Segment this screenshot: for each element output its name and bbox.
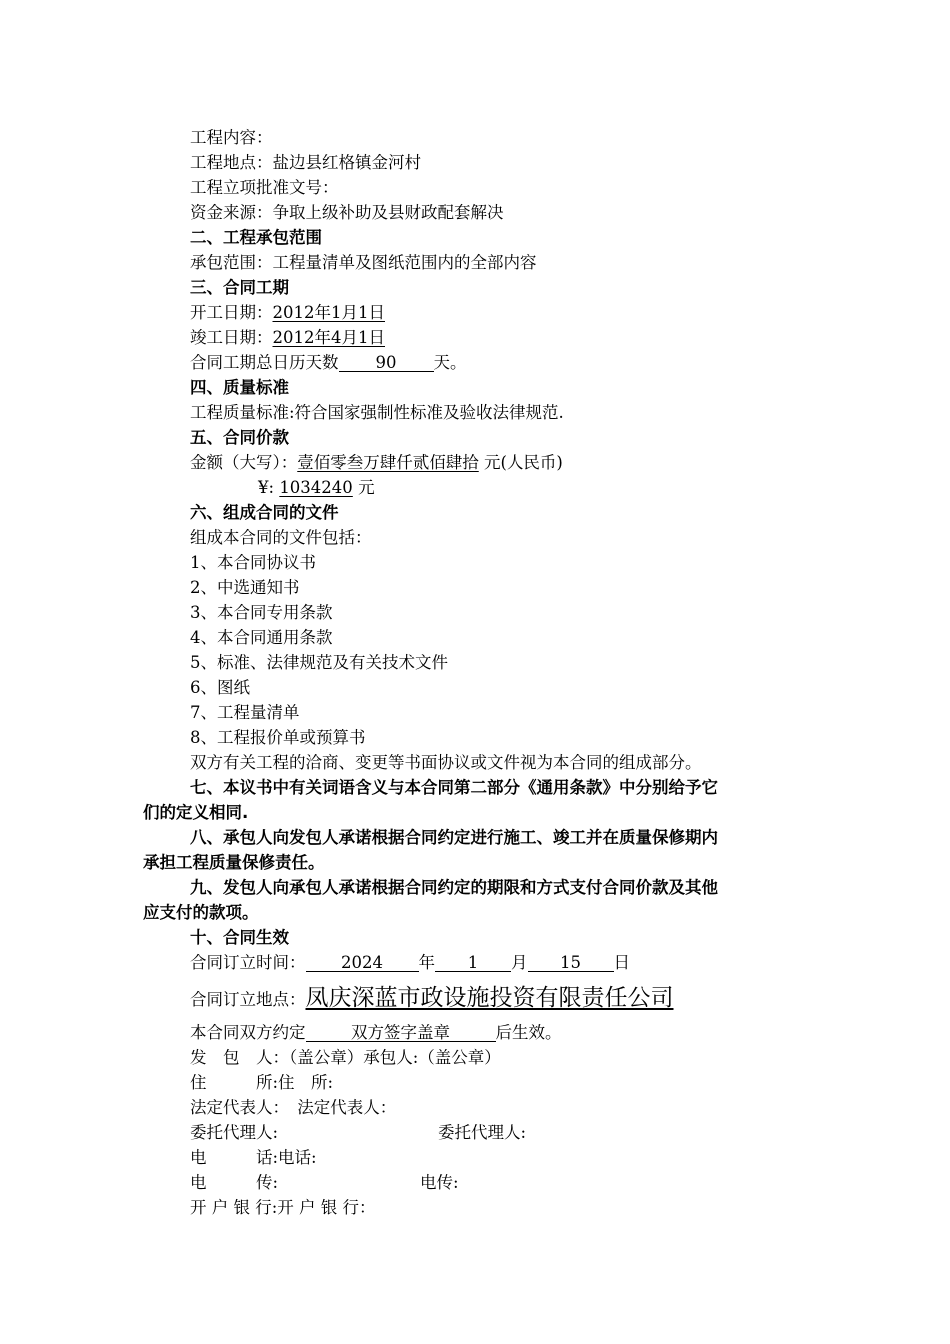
duration-unit: 天。 xyxy=(433,353,467,372)
project-content-label: 工程内容： xyxy=(190,128,273,147)
end-date-line xyxy=(190,325,385,350)
effective-condition: 双方签字盖章 xyxy=(306,1022,496,1042)
document-item: 8、工程报价单或预算书 xyxy=(190,728,366,747)
start-date-line xyxy=(190,300,385,325)
quality-standard: 工程质量标准:符合国家强制性标准及验收法律规范. xyxy=(190,403,564,422)
month-unit: 月 xyxy=(511,953,528,972)
year-unit: 年 xyxy=(418,953,435,972)
section-7-line1: 七、本议书中有关词语含义与本合同第二部分《通用条款》中分别给予它 xyxy=(190,778,718,797)
document-item: 3、本合同专用条款 xyxy=(190,603,333,622)
document-item: 6、图纸 xyxy=(190,678,250,697)
amount-words-label: 金额（大写）： xyxy=(190,453,298,472)
end-date: 2012年4月1日 xyxy=(272,328,385,347)
section-9-line2: 应支付的款项。 xyxy=(143,903,259,922)
effective-line xyxy=(190,1020,562,1045)
signing-day: 15 xyxy=(528,952,614,972)
address-line: 住 所:住 所: xyxy=(190,1073,334,1092)
section-8-line2: 承担工程质量保修责任。 xyxy=(143,853,325,872)
section-9-line1: 九、发包人向承包人承诺根据合同约定的期限和方式支付合同价款及其他 xyxy=(190,878,718,897)
yuan-unit: 元 xyxy=(358,478,375,497)
section-2-title: 二、工程承包范围 xyxy=(190,228,322,247)
day-unit: 日 xyxy=(613,953,630,972)
amount-words: 壹佰零叁万肆仟贰佰肆拾 xyxy=(297,453,479,472)
duration-line xyxy=(190,350,467,375)
project-location: 工程地点：盐边县红格镇金河村 xyxy=(190,153,421,172)
signing-place: 凤庆深蓝市政设施投资有限责任公司 xyxy=(305,985,674,1011)
amount-words-line xyxy=(190,450,563,475)
phone-line: 电 话:电话: xyxy=(190,1148,317,1167)
fax-left: 电 传: xyxy=(190,1173,279,1192)
section-7-line2: 们的定义相同. xyxy=(143,803,249,822)
funding-source: 资金来源：争取上级补助及县财政配套解决 xyxy=(190,203,504,222)
section-8-line1: 八、承包人向发包人承诺根据合同约定进行施工、竣工并在质量保修期内 xyxy=(190,828,718,847)
duration-label: 合同工期总日历天数 xyxy=(190,353,339,372)
section-5-title: 五、合同价款 xyxy=(190,428,289,447)
amount-unit: 元(人民币) xyxy=(484,453,563,472)
document-item: 4、本合同通用条款 xyxy=(190,628,333,647)
document-item: 5、标准、法律规范及有关技术文件 xyxy=(190,653,448,672)
yen-label: ¥: xyxy=(258,478,275,497)
signing-place-label: 合同订立地点： xyxy=(190,990,306,1009)
documents-note: 双方有关工程的洽商、变更等书面协议或文件视为本合同的组成部分。 xyxy=(190,753,702,772)
signing-time-line xyxy=(190,950,630,975)
legal-rep-line: 法定代表人： 法定代表人： xyxy=(190,1098,397,1117)
documents-intro: 组成本合同的文件包括： xyxy=(190,528,372,547)
signing-year: 2024 xyxy=(306,952,419,972)
project-approval-label: 工程立项批准文号： xyxy=(190,178,339,197)
fax-right: 电传: xyxy=(420,1173,459,1192)
document-item: 7、工程量清单 xyxy=(190,703,300,722)
start-date: 2012年1月1日 xyxy=(272,303,385,322)
section-3-title: 三、合同工期 xyxy=(190,278,289,297)
section-6-title: 六、组成合同的文件 xyxy=(190,503,339,522)
document-item: 1、本合同协议书 xyxy=(190,553,316,572)
amount-number: 1034240 xyxy=(279,478,353,497)
end-date-label: 竣工日期： xyxy=(190,328,273,347)
signing-time-label: 合同订立时间： xyxy=(190,953,306,972)
effective-prefix: 本合同双方约定 xyxy=(190,1023,306,1042)
signing-month: 1 xyxy=(435,952,511,972)
section-4-title: 四、质量标准 xyxy=(190,378,289,397)
start-date-label: 开工日期： xyxy=(190,303,273,322)
agent-left: 委托代理人: xyxy=(190,1123,279,1142)
document-item: 2、中选通知书 xyxy=(190,578,300,597)
duration-days: 90 xyxy=(339,352,434,372)
amount-number-line xyxy=(258,475,375,500)
section-10-title: 十、合同生效 xyxy=(190,928,289,947)
effective-suffix: 后生效。 xyxy=(495,1023,562,1042)
signing-place-line xyxy=(190,982,674,1014)
parties-line: 发 包 人：（盖公章）承包人:（盖公章） xyxy=(190,1048,501,1067)
bank-line: 开 户 银 行:开 户 银 行： xyxy=(190,1198,376,1217)
contract-scope: 承包范围：工程量清单及图纸范围内的全部内容 xyxy=(190,253,537,272)
agent-right: 委托代理人: xyxy=(438,1123,527,1142)
